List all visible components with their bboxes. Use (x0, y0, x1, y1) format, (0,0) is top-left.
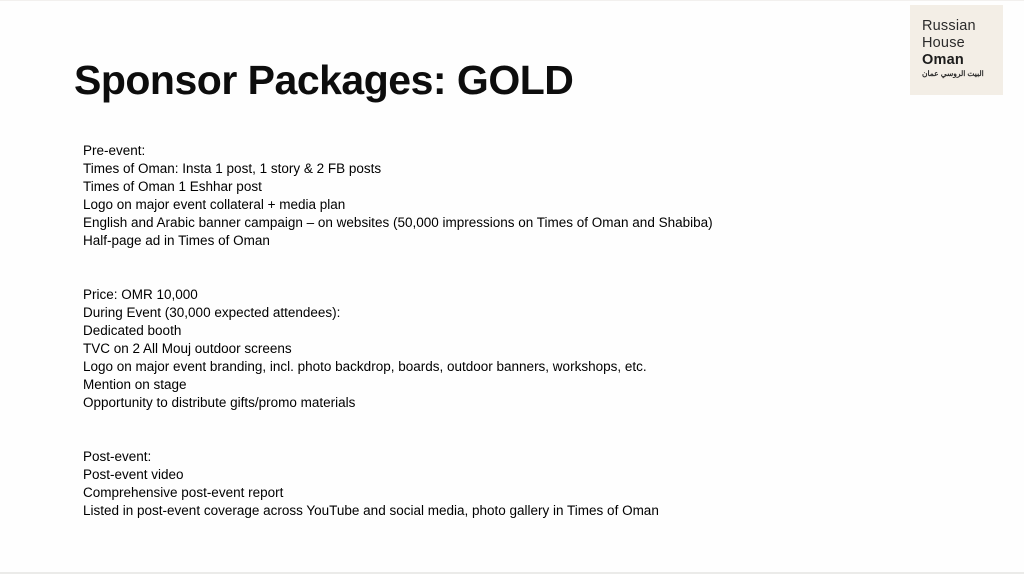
text-line: Times of Oman 1 Eshhar post (83, 179, 262, 194)
text-line: Pre-event: (83, 143, 146, 158)
text-line: Logo on major event branding, incl. photo backdrop, boards, outdoor banners, workshops, etc. (83, 359, 647, 374)
text-line: Times of Oman: Insta 1 post, 1 story & 2 FB posts (83, 161, 382, 176)
text-line: Post-event video (83, 467, 184, 482)
section-during-event (83, 286, 963, 412)
text-line: English and Arabic banner campaign – on websites (50,000 impressions on Times of Oman and Shabiba) (83, 215, 713, 230)
text-line: Dedicated booth (83, 323, 182, 338)
text-line: Logo on major event collateral + media plan (83, 197, 346, 212)
logo-text-oman: Oman (922, 52, 964, 68)
section-pre-event (83, 142, 963, 250)
logo-text-house: House (922, 35, 965, 51)
russian-house-oman-logo (910, 5, 1003, 95)
logo-text-russian: Russian (922, 18, 976, 34)
text-line: Post-event: (83, 449, 152, 464)
logo-text-arabic: البيت الروسي عمان (922, 69, 984, 78)
text-line: TVC on 2 All Mouj outdoor screens (83, 341, 292, 356)
text-line: Opportunity to distribute gifts/promo materials (83, 395, 356, 410)
text-line: During Event (30,000 expected attendees): (83, 305, 341, 320)
text-line: Half-page ad in Times of Oman (83, 233, 270, 248)
text-line: Mention on stage (83, 377, 187, 392)
text-line: Comprehensive post-event report (83, 485, 284, 500)
text-line: Price: OMR 10,000 (83, 287, 198, 302)
text-line: Listed in post-event coverage across YouTube and social media, photo gallery in Times of Oman (83, 503, 659, 518)
slide-title: Sponsor Packages: GOLD (74, 57, 574, 103)
section-post-event (83, 448, 963, 520)
